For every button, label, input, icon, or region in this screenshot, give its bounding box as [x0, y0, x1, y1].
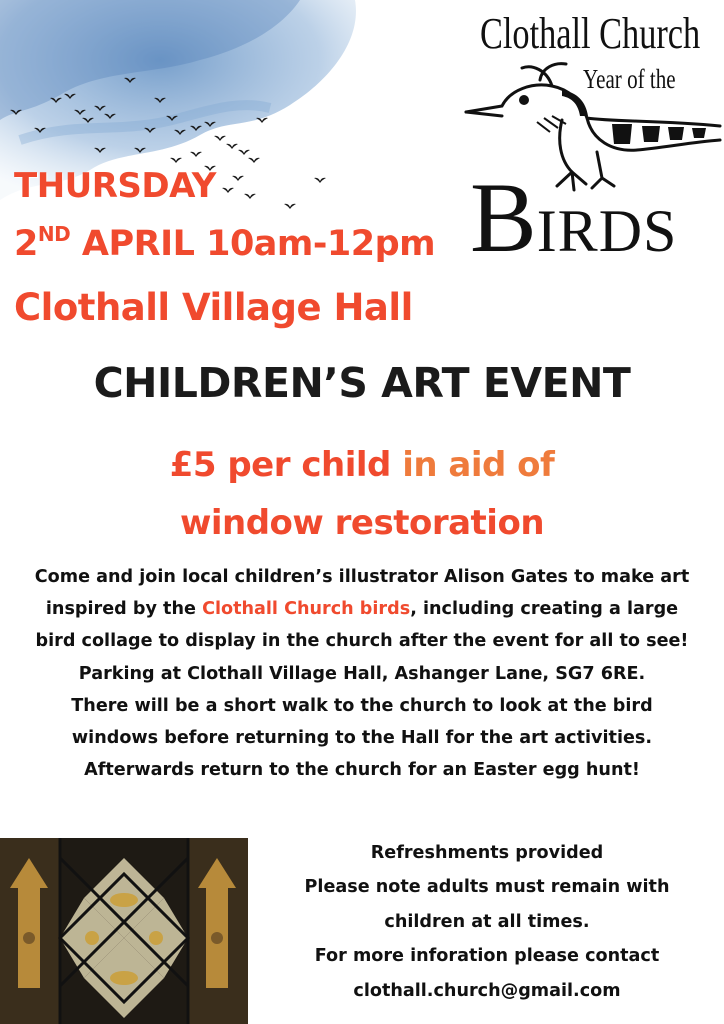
flying-bird-icon: [190, 152, 202, 157]
flying-bird-icon: [256, 118, 268, 123]
flying-bird-icon: [244, 194, 256, 199]
date-suffix: ND: [37, 222, 71, 246]
logo-title: Clothall Church: [480, 9, 701, 58]
contact-email[interactable]: clothall.church@gmail.com: [353, 980, 621, 1001]
description-text: , including creating a large: [410, 599, 679, 620]
event-venue: Clothall Village Hall: [14, 286, 413, 329]
flying-bird-icon: [284, 204, 296, 209]
event-description: [10, 561, 714, 786]
info-line: For more inforation please contact: [314, 946, 660, 967]
event-title: CHILDREN’S ART EVENT: [93, 359, 631, 407]
flying-bird-icon: [238, 150, 250, 155]
info-line: Please note adults must remain with: [304, 877, 670, 898]
description-line: windows before returning to the Hall for the art activities.: [71, 728, 653, 749]
info-line: Refreshments provided: [370, 843, 604, 863]
description-text: inspired by the: [45, 599, 203, 620]
flying-bird-icon: [170, 158, 182, 163]
stained-glass-window-image: [0, 838, 248, 1024]
description-line: There will be a short walk to the church to look at the bird: [71, 695, 653, 716]
price-cause-line: window restoration: [179, 503, 545, 543]
flying-bird-icon: [314, 178, 326, 183]
description-line: bird collage to display in the church after the event for all to see!: [35, 631, 689, 652]
date-month-time: APRIL 10am-12pm: [70, 224, 436, 264]
logo-birds-initial: B: [470, 162, 537, 273]
flying-bird-icon: [222, 188, 234, 193]
price-line: [0, 440, 724, 490]
flying-bird-icon: [214, 136, 226, 141]
date-number: 2: [14, 224, 38, 264]
logo-subtitle: Year of the: [583, 64, 676, 94]
description-line: Parking at Clothall Village Hall, Ashanger Lane, SG7 6RE.: [78, 663, 646, 684]
logo-birds-wordmark: [470, 162, 678, 273]
flying-bird-icon: [232, 176, 244, 181]
description-line: Come and join local children’s illustrator Alison Gates to make art: [34, 567, 690, 587]
info-line: children at all times.: [384, 911, 590, 932]
description-line: [10, 593, 714, 625]
logo-birds-rest: IRDS: [536, 198, 678, 264]
price-amount: £5 per child: [169, 445, 403, 485]
flying-bird-icon: [248, 158, 260, 163]
price-cause: in aid of: [402, 445, 555, 485]
event-date-time: [14, 222, 435, 266]
flying-bird-icon: [226, 144, 238, 149]
event-day: THURSDAY: [14, 166, 216, 206]
event-info: [250, 836, 724, 1008]
description-line: Afterwards return to the church for an Easter egg hunt!: [84, 760, 640, 781]
description-highlight: Clothall Church birds: [202, 599, 411, 620]
